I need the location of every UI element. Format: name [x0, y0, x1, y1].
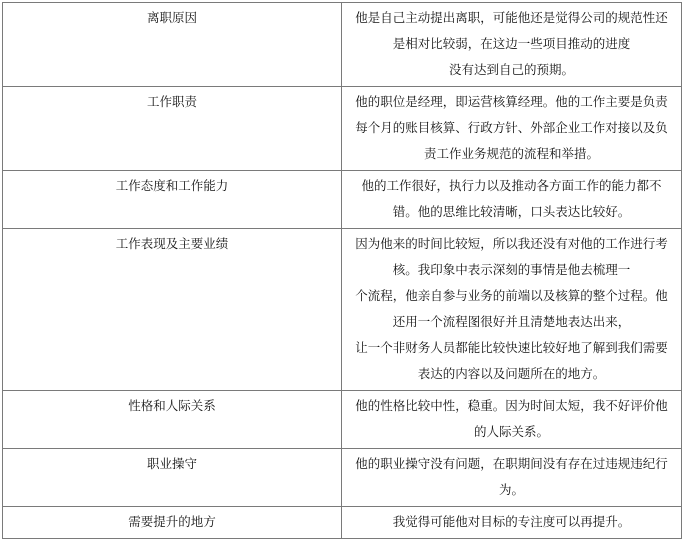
- row-value: [342, 171, 682, 229]
- row-value: [342, 449, 682, 507]
- row-label: 离职原因: [3, 3, 342, 87]
- value-line: 核。我印象中表示深刻的事情是他去梳理一: [392, 262, 631, 277]
- row-label: 需要提升的地方: [3, 507, 342, 539]
- row-label: 工作职责: [3, 87, 342, 171]
- value-line: 他的工作很好，执行力以及推动各方面工作的能力都不: [361, 178, 662, 193]
- value-line: 让一个非财务人员都能比较快速比较好地了解到我们需要: [355, 340, 668, 355]
- value-line: 没有达到自己的预期。: [448, 62, 574, 77]
- row-value: [342, 3, 682, 87]
- value-line: 表达的内容以及问题所在的地方。: [417, 366, 606, 381]
- value-line: 他是自己主动提出离职，可能他还是觉得公司的规范性还: [355, 10, 668, 25]
- row-value: [342, 507, 682, 539]
- table-row: [3, 229, 682, 391]
- table-row: [3, 391, 682, 449]
- value-line: 因为他来的时间比较短，所以我还没有对他的工作进行考: [355, 236, 668, 251]
- table-row: [3, 3, 682, 87]
- value-line: 为。: [498, 482, 524, 497]
- reference-check-table: [2, 2, 682, 539]
- row-value: [342, 229, 682, 391]
- value-line: 是相对比较弱，在这边一些项目推动的进度: [392, 36, 631, 51]
- table-row: [3, 449, 682, 507]
- row-label: 职业操守: [3, 449, 342, 507]
- value-line: 他的职业操守没有问题，在职期间没有存在过违规违纪行: [355, 456, 668, 471]
- row-label: 工作态度和工作能力: [3, 171, 342, 229]
- row-value: [342, 391, 682, 449]
- row-label: 性格和人际关系: [3, 391, 342, 449]
- value-line: 个流程，他亲自参与业务的前端以及核算的整个过程。他: [355, 288, 668, 303]
- table-row: [3, 171, 682, 229]
- value-line: 错。他的思维比较清晰，口头表达比较好。: [392, 204, 631, 219]
- row-value: [342, 87, 682, 171]
- value-line: 每个月的账目核算、行政方针、外部企业工作对接以及负: [355, 120, 668, 135]
- value-line: 还用一个流程图很好并且清楚地表达出来，: [392, 314, 631, 329]
- value-line: 责工作业务规范的流程和举措。: [423, 146, 599, 161]
- table-row: [3, 507, 682, 539]
- value-line: 他的职位是经理，即运营核算经理。他的工作主要是负责: [355, 94, 668, 109]
- table-row: [3, 87, 682, 171]
- value-line: 我觉得可能他对目标的专注度可以再提升。: [392, 514, 631, 529]
- row-label: 工作表现及主要业绩: [3, 229, 342, 391]
- value-line: 的人际关系。: [473, 424, 549, 439]
- value-line: 他的性格比较中性，稳重。因为时间太短，我不好评价他: [355, 398, 668, 413]
